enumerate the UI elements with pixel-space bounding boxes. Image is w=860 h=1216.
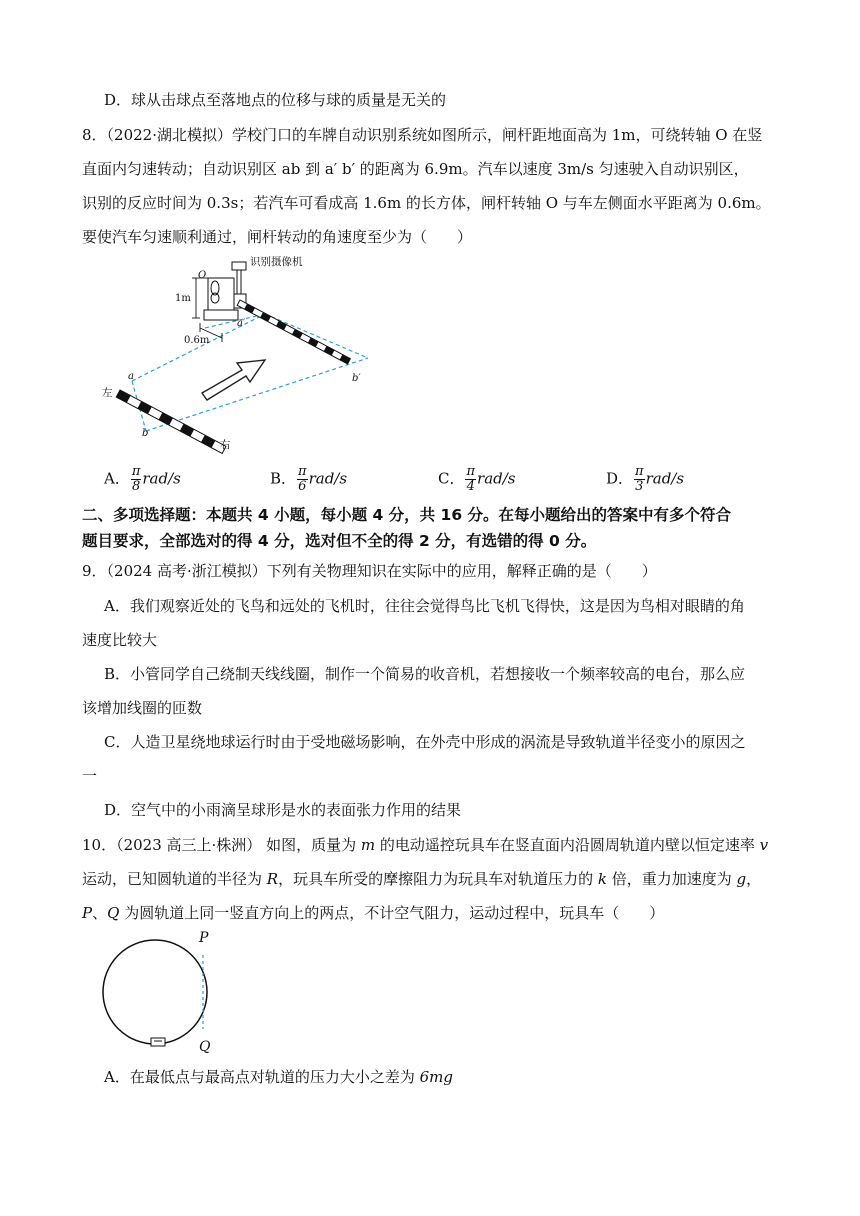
option-letter: B． xyxy=(270,469,297,488)
q10-stem-line2 xyxy=(82,869,761,889)
q10-stem-line1 xyxy=(82,835,768,855)
q10-stem-line3 xyxy=(82,903,664,923)
var-v: v xyxy=(759,836,769,854)
option-letter: C． xyxy=(438,469,465,488)
var-g: g xyxy=(736,870,747,888)
q9-stem: 9．（2024 高考·浙江模拟）下列有关物理知识在实际中的应用，解释正确的是（ ） xyxy=(82,562,657,580)
option-unit: rad/s xyxy=(477,469,516,488)
option-math: 6mg xyxy=(419,1068,453,1086)
label-b: b xyxy=(142,428,149,439)
stem-text: 倍，重力加速度为 xyxy=(606,870,737,888)
q10-option-a[interactable] xyxy=(104,1067,453,1087)
q10-circle-figure xyxy=(95,925,225,1060)
frac-num: π xyxy=(635,464,644,479)
stem-text: ， xyxy=(746,870,762,888)
var-p: P xyxy=(82,904,93,922)
frac-den: 6 xyxy=(298,479,307,494)
q9-option-d: D．空气中的小雨滴呈球形是水的表面张力作用的结果 xyxy=(104,801,462,819)
q8-stem-line3: 识别的反应时间为 0.3s；若汽车可看成高 1.6m 的长方体，闸杆转轴 O 与车左侧面水平距离为 0.6m。 xyxy=(82,194,771,212)
label-right: 右 xyxy=(220,439,231,451)
frac-den: 8 xyxy=(131,479,141,494)
option-letter: D． xyxy=(606,469,634,488)
q8-option-d[interactable] xyxy=(606,465,684,494)
stem-text: 运动，已知圆轨道的半径为 xyxy=(82,870,267,888)
label-p: P xyxy=(199,930,209,946)
q7-option-d: D．球从击球点至落地点的位移与球的质量是无关的 xyxy=(104,91,447,109)
var-q: Q xyxy=(107,904,120,922)
label-o: O xyxy=(198,270,207,281)
stem-text: 、 xyxy=(92,904,108,922)
stem-text: 的电动遥控玩具车在竖直面内沿圆周轨道内壁以恒定速率 xyxy=(375,836,760,854)
q8-gate-figure xyxy=(90,250,390,455)
stem-text: 为圆轨道上同一竖直方向上的两点，不计空气阻力，运动过程中，玩具车（ ） xyxy=(119,904,665,922)
detection-zone xyxy=(132,314,368,431)
label-a-prime: a′ xyxy=(237,318,246,329)
var-m: m xyxy=(360,836,376,854)
option-unit: rad/s xyxy=(645,469,685,488)
q8-option-c[interactable] xyxy=(438,465,516,494)
stem-text: 10．（2023 高三上·株洲） 如图，质量为 xyxy=(82,836,361,854)
label-a: a xyxy=(128,371,134,382)
label-b-prime: b′ xyxy=(352,373,361,384)
option-letter: A． xyxy=(104,469,130,488)
q9-option-b-line1: B．小管同学自己绕制天线线圈，制作一个简易的收音机，若想接收一个频率较高的电台，那么应 xyxy=(104,665,746,683)
option-unit: rad/s xyxy=(308,469,348,488)
left-barrier xyxy=(116,390,226,453)
option-text: A．在最低点与最高点对轨道的压力大小之差为 xyxy=(104,1068,420,1086)
label-06m: 0.6m xyxy=(184,335,210,346)
q9-option-b-line2: 该增加线圈的匝数 xyxy=(82,699,203,717)
option-unit: rad/s xyxy=(142,469,181,488)
q8-stem-line4: 要使汽车匀速顺利通过，闸杆转动的角速度至少为（ ） xyxy=(82,228,473,246)
circular-track xyxy=(103,940,207,1044)
var-k: k xyxy=(597,870,607,888)
gate-post xyxy=(204,278,238,320)
q9-option-a-line1: A．我们观察近处的飞鸟和远处的飞机时，往往会觉得鸟比飞机飞得快，这是因为鸟相对眼睛的角 xyxy=(104,597,745,615)
gate-arm xyxy=(237,300,350,364)
var-r: R xyxy=(266,870,279,888)
section-heading-line1: 二、多项选择题：本题共 4 小题，每小题 4 分，共 16 分。在每小题给出的答案中有多个符合 xyxy=(82,506,732,524)
frac-num: π xyxy=(131,464,141,479)
q8-stem-line1: 8．（2022·湖北模拟）学校门口的车牌自动识别系统如图所示，闸杆距地面高为 1m，可绕转轴 O 在竖 xyxy=(82,126,763,144)
q8-option-b[interactable] xyxy=(270,465,347,494)
frac-num: π xyxy=(466,464,476,479)
frac-den: 3 xyxy=(635,479,644,494)
q8-option-a[interactable] xyxy=(104,465,181,494)
label-left: 左 xyxy=(102,387,113,399)
q9-option-a-line2: 速度比较大 xyxy=(82,631,158,649)
direction-arrow-icon xyxy=(202,360,265,400)
toy-car-icon xyxy=(151,1038,165,1046)
camera-label: 识别摄像机 xyxy=(250,256,303,268)
stem-text: ，玩具车所受的摩擦阻力为玩具车对轨道压力的 xyxy=(278,870,598,888)
frac-num: π xyxy=(298,464,307,479)
q8-stem-line2: 直面内匀速转动；自动识别区 ab 到 a′ b′ 的距离为 6.9m。汽车以速度 3m/s 匀速驶入自动识别区， xyxy=(82,160,749,178)
q9-option-c-line2: 一 xyxy=(82,767,98,785)
q9-option-c-line1: C．人造卫星绕地球运行时由于受地磁场影响，在外壳中形成的涡流是导致轨道半径变小的原因之 xyxy=(104,733,746,751)
label-1m: 1m xyxy=(175,293,191,304)
label-q: Q xyxy=(199,1039,211,1055)
frac-den: 4 xyxy=(466,479,475,494)
section-heading-line2: 题目要求，全部选对的得 4 分，选对但不全的得 2 分，有选错的得 0 分。 xyxy=(82,532,597,550)
